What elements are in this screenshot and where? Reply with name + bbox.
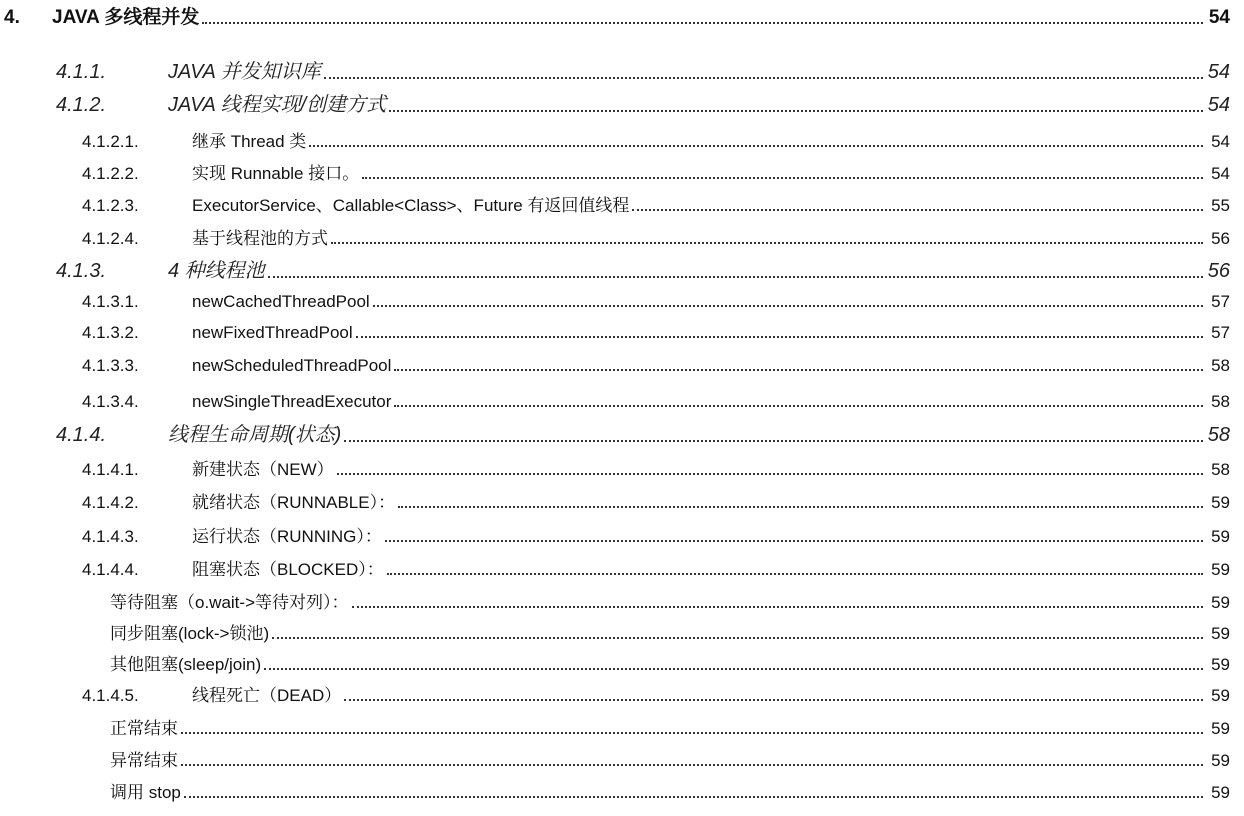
toc-entry-page: 59 — [1211, 624, 1230, 643]
toc-entry-title: 线程生命周期(状态) — [168, 424, 342, 446]
dot-leader — [202, 21, 1203, 24]
toc-entry-page: 59 — [1211, 655, 1230, 674]
toc-entry[interactable] — [0, 125, 1230, 155]
toc-entry-number: 4.1.3. — [56, 260, 107, 282]
dot-leader — [356, 335, 1203, 338]
toc-entry[interactable] — [0, 486, 1230, 516]
toc-entry[interactable] — [0, 222, 1230, 252]
toc-entry[interactable] — [0, 648, 1230, 678]
dot-leader — [385, 539, 1203, 542]
toc-entry-number: 4.1.3.1. — [82, 292, 139, 311]
toc-entry-page: 58 — [1211, 392, 1230, 411]
toc-entry[interactable] — [0, 90, 1230, 120]
toc-entry-number — [0, 771, 110, 774]
toc-entry-number — [0, 675, 110, 678]
toc-entry-title: 异常结束 — [110, 751, 178, 770]
dot-leader — [337, 472, 1203, 475]
toc-entry-title: JAVA 多线程并发 — [52, 7, 200, 28]
toc-entry-title: 同步阻塞(lock->锁池) — [110, 624, 270, 643]
toc-entry-title: JAVA 线程实现/创建方式 — [168, 94, 387, 116]
toc-entry-number: 4.1.3.4. — [82, 392, 139, 411]
dot-leader — [389, 109, 1203, 112]
toc-entry-title: 继承 Thread 类 — [192, 132, 307, 151]
toc-entry-number: 4.1.4. — [56, 424, 107, 446]
toc-entry-number: 4.1.2.1. — [82, 132, 139, 151]
toc-entry-page: 59 — [1211, 686, 1230, 705]
toc-entry-page: 57 — [1211, 323, 1230, 342]
toc-entry-number: 4.1.4.1. — [82, 460, 139, 479]
toc-entry-page: 57 — [1211, 292, 1230, 311]
toc-entry-number: 4. — [4, 7, 20, 28]
toc-entry-page: 59 — [1211, 560, 1230, 579]
toc-entry[interactable] — [0, 256, 1230, 286]
toc-entry-title: 调用 stop — [110, 783, 181, 802]
dot-leader — [362, 176, 1203, 179]
toc-entry-number: 4.1.4.4. — [82, 560, 139, 579]
toc-entry-number: 4.1.4.2. — [82, 493, 139, 512]
toc-entry-title: 其他阻塞(sleep/join) — [110, 655, 262, 674]
toc-entry-title: newScheduledThreadPool — [192, 356, 392, 375]
toc-entry-page: 59 — [1211, 593, 1230, 612]
toc-entry-number: 4.1.3.3. — [82, 356, 139, 375]
dot-leader — [387, 572, 1203, 575]
dot-leader — [268, 275, 1203, 278]
toc-entry-title: 阻塞状态（BLOCKED）： — [192, 560, 384, 579]
toc-entry[interactable] — [0, 453, 1230, 483]
toc-entry-number: 4.1.2.3. — [82, 196, 139, 215]
toc-entry-page: 56 — [1207, 260, 1230, 282]
dot-leader — [632, 208, 1203, 211]
toc-entry-number: 4.1.2.4. — [82, 229, 139, 248]
toc-entry-title: 基于线程池的方式 — [192, 229, 328, 248]
dot-leader — [373, 304, 1203, 307]
toc-entry[interactable] — [0, 349, 1230, 379]
toc-entry-number — [0, 644, 110, 647]
toc-entry-page: 54 — [1207, 61, 1230, 83]
dot-leader — [264, 667, 1203, 670]
toc-entry[interactable] — [0, 316, 1230, 346]
dot-leader — [331, 241, 1203, 244]
toc-entry-page: 54 — [1211, 164, 1230, 183]
dot-leader — [309, 144, 1203, 147]
toc-entry-page: 54 — [1207, 94, 1230, 116]
toc-entry-title: 等待阻塞（o.wait->等待对列）： — [110, 593, 349, 612]
toc-entry-title: 正常结束 — [110, 719, 178, 738]
toc-entry[interactable] — [0, 2, 1230, 32]
toc-entry-page: 59 — [1211, 751, 1230, 770]
toc-entry-title: 就绪状态（RUNNABLE）： — [192, 493, 396, 512]
toc-entry-title: 4 种线程池 — [168, 260, 265, 282]
toc-entry[interactable] — [0, 712, 1230, 742]
toc-entry-title: newFixedThreadPool — [192, 323, 353, 342]
toc-entry[interactable] — [0, 553, 1230, 583]
toc-entry[interactable] — [0, 157, 1230, 187]
dot-leader — [394, 368, 1203, 371]
toc-entry-page: 58 — [1211, 460, 1230, 479]
toc-entry[interactable] — [0, 520, 1230, 550]
dot-leader — [352, 605, 1204, 608]
toc-entry-number — [0, 739, 110, 742]
toc-entry-page: 59 — [1211, 493, 1230, 512]
toc-entry[interactable] — [0, 744, 1230, 774]
toc-entry-page: 54 — [1208, 7, 1230, 28]
toc-entry-number: 4.1.2. — [56, 94, 107, 116]
toc-entry-title: JAVA 并发知识库 — [168, 61, 321, 83]
toc-entry-page: 59 — [1211, 783, 1230, 802]
dot-leader — [272, 636, 1203, 639]
toc-entry-title: 线程死亡（DEAD） — [192, 686, 342, 705]
toc-entry-number: 4.1.4.5. — [82, 686, 139, 705]
toc-entry[interactable] — [0, 57, 1230, 87]
toc-entry[interactable] — [0, 617, 1230, 647]
toc-entry-number: 4.1.1. — [56, 61, 107, 83]
toc-entry-page: 59 — [1211, 719, 1230, 738]
toc-entry[interactable] — [0, 189, 1230, 219]
dot-leader — [398, 505, 1203, 508]
toc-entry-number: 4.1.4.3. — [82, 527, 139, 546]
dot-leader — [181, 763, 1203, 766]
toc-entry-number — [0, 613, 110, 616]
dot-leader — [184, 795, 1203, 798]
toc-entry-page: 56 — [1211, 229, 1230, 248]
toc-entry-page: 58 — [1211, 356, 1230, 375]
toc-entry-page: 54 — [1211, 132, 1230, 151]
dot-leader — [181, 731, 1203, 734]
toc-entry[interactable] — [0, 385, 1230, 415]
toc-entry-title: ExecutorService、Callable<Class>、Future 有返回值线程 — [192, 196, 630, 215]
toc-entry-title: newCachedThreadPool — [192, 292, 370, 311]
toc-entry-title: 实现 Runnable 接口。 — [192, 164, 360, 183]
toc-entry[interactable] — [0, 586, 1230, 616]
toc-entry-number: 4.1.2.2. — [82, 164, 139, 183]
toc-entry[interactable] — [0, 420, 1230, 450]
toc-entry[interactable] — [0, 679, 1230, 709]
toc-entry[interactable] — [0, 776, 1230, 806]
dot-leader — [324, 76, 1203, 79]
toc-entry[interactable] — [0, 285, 1230, 315]
toc-entry-title: 新建状态（NEW） — [192, 460, 334, 479]
toc-entry-title: 运行状态（RUNNING）： — [192, 527, 382, 546]
dot-leader — [344, 439, 1203, 442]
toc-entry-page: 58 — [1207, 424, 1230, 446]
toc-entry-page: 59 — [1211, 527, 1230, 546]
toc-entry-number — [0, 803, 110, 806]
dot-leader — [394, 404, 1203, 407]
toc-entry-page: 55 — [1211, 196, 1230, 215]
dot-leader — [344, 698, 1203, 701]
toc-entry-number: 4.1.3.2. — [82, 323, 139, 342]
toc-entry-title: newSingleThreadExecutor — [192, 392, 392, 411]
